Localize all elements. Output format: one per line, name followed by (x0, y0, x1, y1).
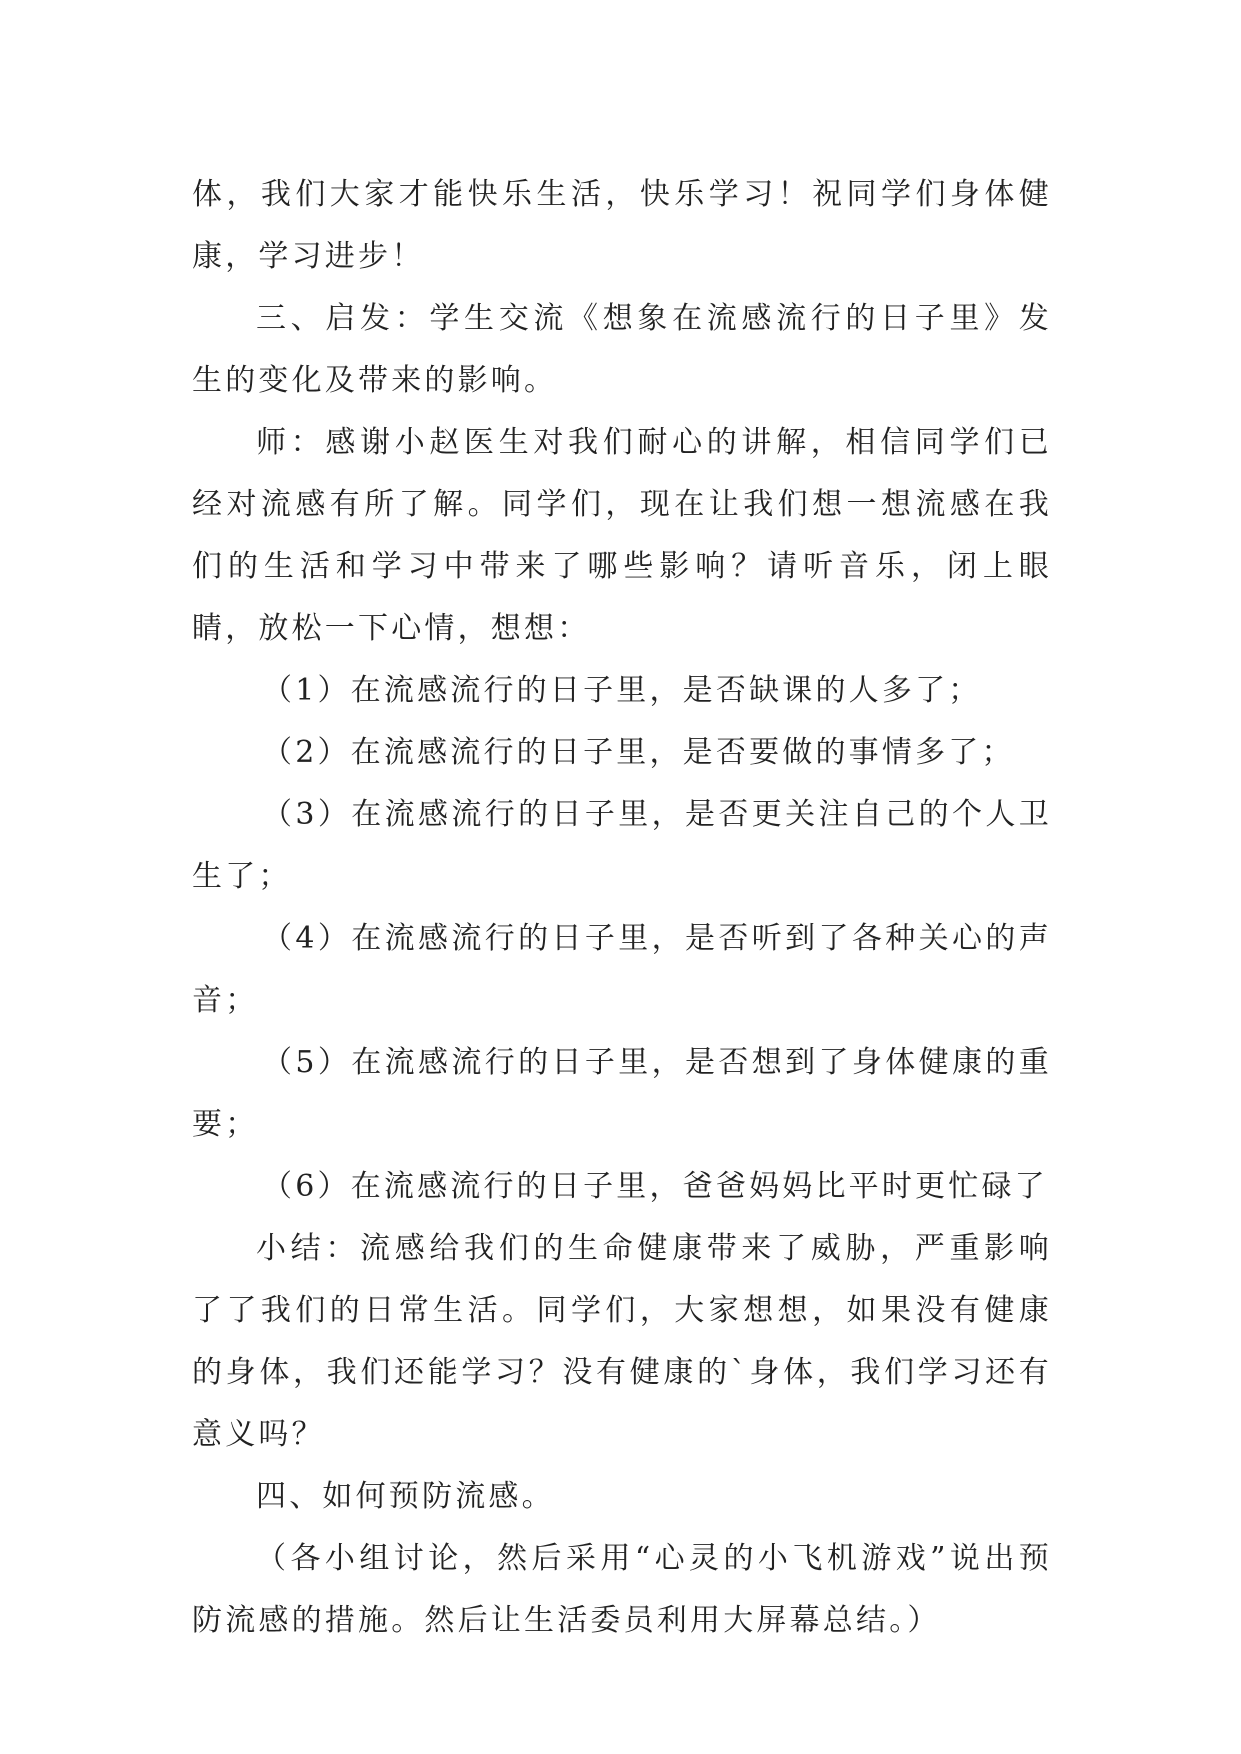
discussion-paragraph: （各小组讨论，然后采用“心灵的小飞机游戏”说出预防流感的措施。然后让生活委员利用大屏幕总结。） (192, 1541, 1052, 1638)
section-three-heading: 三、启发：学生交流《想象在流感流行的日子里》发生的变化及带来的影响。 (192, 301, 1052, 398)
list-item-5: （5）在流感流行的日子里，是否想到了身体健康的重要； (192, 1045, 1052, 1142)
summary-paragraph: 小结：流感给我们的生命健康带来了威胁，严重影响了了我们的日常生活。同学们，大家想想，如果没有健康的身体，我们还能学习？没有健康的`身体，我们学习还有意义吗？ (192, 1231, 1052, 1452)
document-body (192, 164, 1052, 1652)
paragraph-continuation: 体，我们大家才能快乐生活，快乐学习！祝同学们身体健康，学习进步！ (192, 177, 1052, 274)
section-four-heading: 四、如何预防流感。 (256, 1479, 555, 1514)
list-item-2: （2）在流感流行的日子里，是否要做的事情多了； (262, 735, 1015, 770)
list-item-4: （4）在流感流行的日子里，是否听到了各种关心的声音； (192, 921, 1052, 1018)
list-item-3: （3）在流感流行的日子里，是否更关注自己的个人卫生了； (192, 797, 1052, 894)
list-item-6: （6）在流感流行的日子里，爸爸妈妈比平时更忙碌了 (262, 1169, 1048, 1204)
teacher-paragraph: 师：感谢小赵医生对我们耐心的讲解，相信同学们已经对流感有所了解。同学们，现在让我们想一想流感在我们的生活和学习中带来了哪些影响？请听音乐，闭上眼睛，放松一下心情，想想： (192, 425, 1052, 646)
list-item-1: （1）在流感流行的日子里，是否缺课的人多了； (262, 673, 982, 708)
